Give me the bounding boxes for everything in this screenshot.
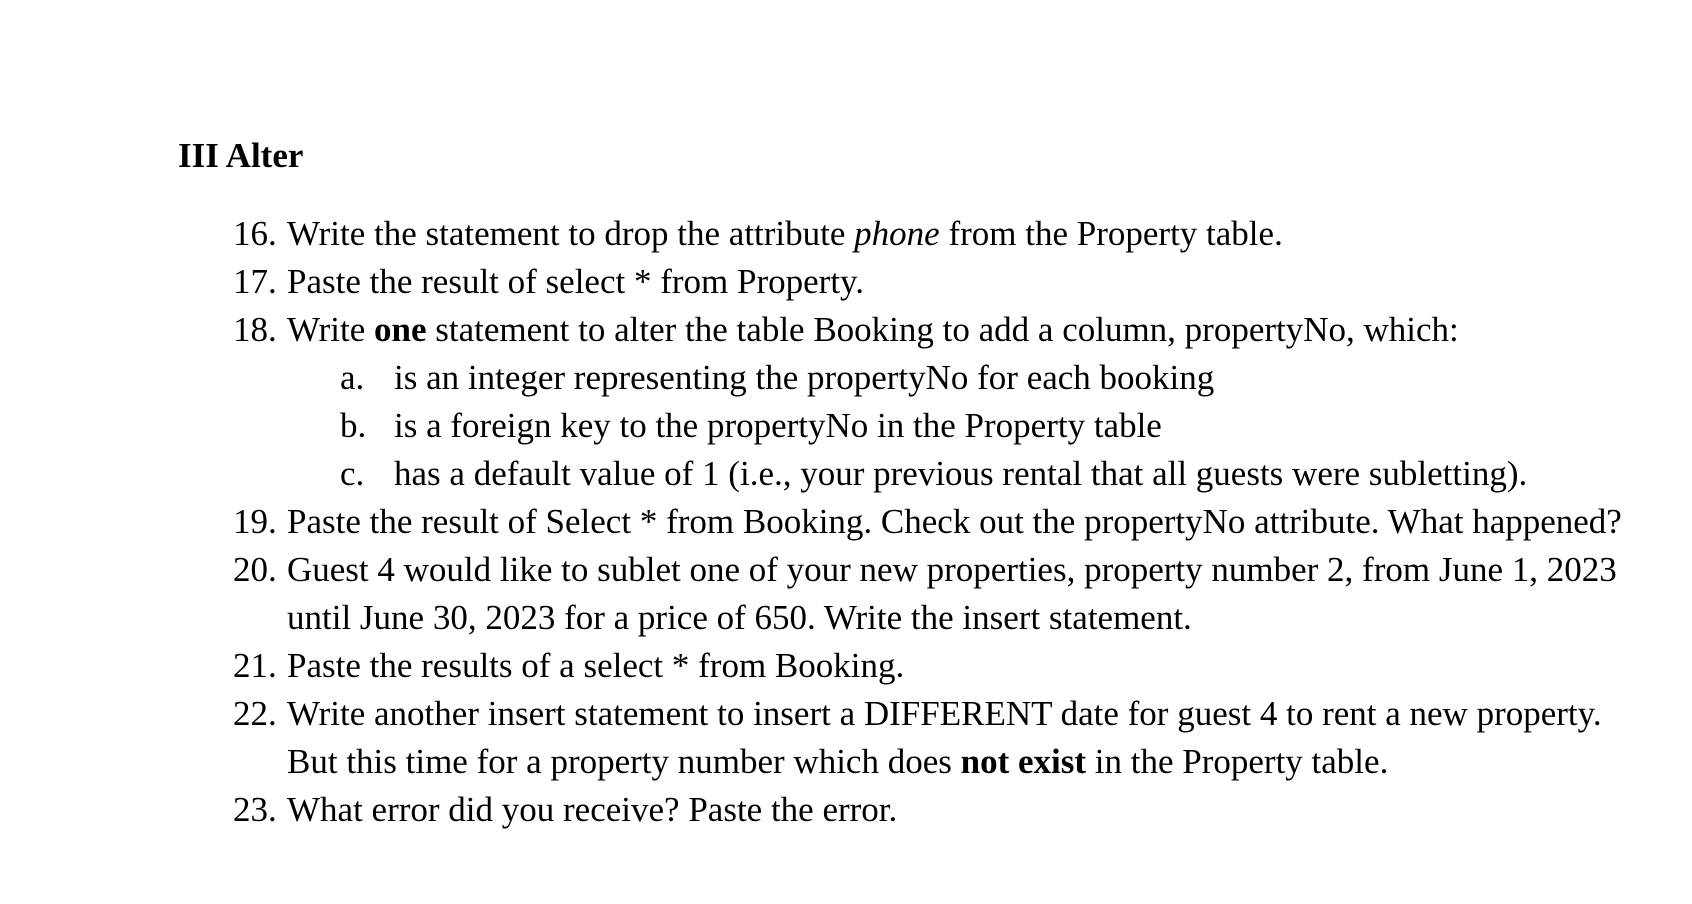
sub-item-letter: c. (340, 454, 365, 493)
list-item-17 (233, 258, 1653, 306)
sub-item-b (340, 402, 1653, 450)
item-number: 19. (233, 502, 277, 541)
list-item-19 (233, 498, 1653, 546)
item-text: Paste the result of select * from Property. (287, 262, 865, 301)
sub-item-a (340, 354, 1653, 402)
item-number: 16. (233, 214, 277, 253)
item-text: Paste the results of a select * from Booking. (287, 646, 905, 685)
list-item-18 (233, 306, 1653, 354)
item-text: What error did you receive? Paste the error. (287, 790, 898, 829)
sub-item-letter: a. (340, 358, 365, 397)
item-text (287, 690, 1653, 786)
sub-item-text: is an integer representing the propertyNo for each booking (394, 358, 1215, 397)
item-text: Paste the result of Select * from Booking. Check out the propertyNo attribute. What happened? (287, 502, 1622, 541)
item-text: Guest 4 would like to sublet one of your new properties, property number 2, from June 1, 2023 until June 30, 2023 for a price of 650. Write the insert statement. (287, 550, 1617, 637)
item-number: 21. (233, 646, 277, 685)
item-text-pre: Write the statement to drop the attribute (287, 214, 855, 253)
question-list (233, 210, 1653, 834)
list-item-16 (233, 210, 1653, 258)
sub-item-text: has a default value of 1 (i.e., your previous rental that all guests were subletting). (394, 454, 1528, 493)
item-text-bold: one (374, 310, 427, 349)
sub-item-letter: b. (340, 406, 367, 445)
item-number: 22. (233, 694, 277, 733)
item-text (287, 210, 1653, 258)
item-text-post: in the Property table. (1086, 742, 1389, 781)
sub-item-c (340, 450, 1653, 498)
list-item-23 (233, 786, 1653, 834)
list-item-21 (233, 642, 1653, 690)
item-text-pre: Write (287, 310, 375, 349)
item-text-post: from the Property table. (939, 214, 1283, 253)
item-text-italic: phone (854, 214, 940, 253)
sub-item-text: is a foreign key to the propertyNo in the Property table (394, 406, 1162, 445)
item-number: 18. (233, 310, 277, 349)
item-number: 23. (233, 790, 277, 829)
item-text-bold: not exist (960, 742, 1087, 781)
item-text-post: statement to alter the table Booking to add a column, propertyNo, which: (426, 310, 1459, 349)
section-heading: III Alter (178, 136, 304, 175)
item-number: 20. (233, 550, 277, 589)
item-text (287, 306, 1653, 354)
list-item-20 (233, 546, 1653, 642)
item-number: 17. (233, 262, 277, 301)
list-item-22 (233, 690, 1653, 786)
item-text-pre: Write another insert statement to insert a DIFFERENT date for guest 4 to rent a new property. But this time for a property number which does (287, 694, 1602, 781)
